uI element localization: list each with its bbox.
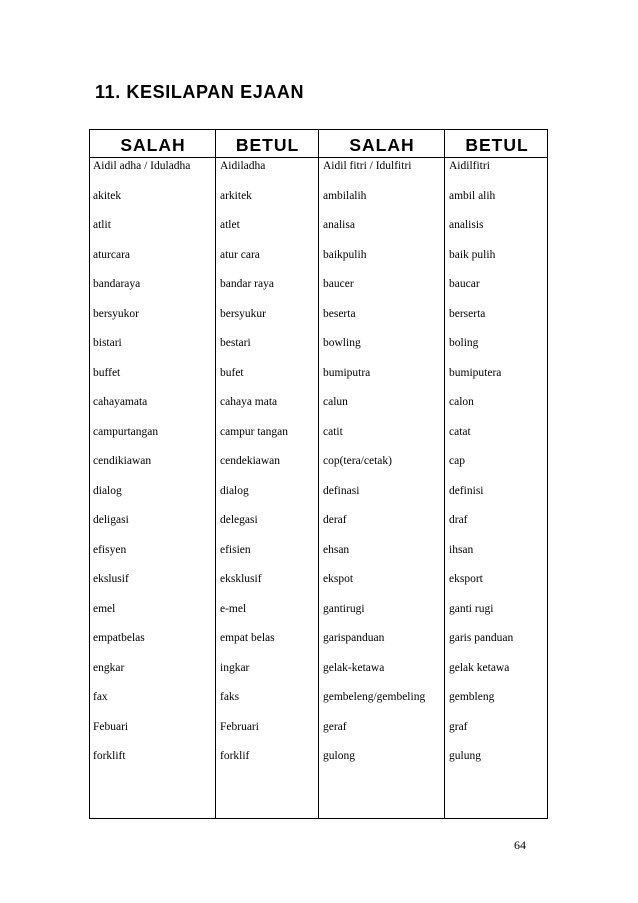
table-cell: bumiputra	[323, 366, 371, 379]
table-cell: cap	[449, 455, 465, 467]
spelling-table	[89, 129, 548, 819]
table-cell: delegasi	[220, 514, 258, 526]
table-cell: atlet	[220, 219, 240, 231]
header-salah-1: SALAH	[120, 135, 186, 155]
table-cell: campur tangan	[220, 425, 289, 438]
table-cell: Aidilfitri	[449, 160, 490, 172]
table-cell: bufet	[220, 366, 244, 379]
table-cell: cendekiawan	[220, 455, 281, 467]
table-cell: bandar raya	[220, 278, 274, 290]
table-cell: beserta	[323, 307, 356, 320]
table-cell: Febuari	[93, 720, 129, 733]
table-cell: graf	[449, 720, 468, 733]
table-cell: analisis	[449, 219, 484, 231]
table-cell: fax	[93, 691, 108, 703]
table-cell: bersyukor	[93, 307, 139, 320]
table-cell: dialog	[220, 484, 249, 497]
table-cell: eksport	[449, 573, 483, 585]
table-cell: catit	[323, 425, 343, 438]
table-cell: draf	[449, 514, 468, 526]
table-cell: atlit	[93, 219, 111, 231]
table-cell: forklift	[93, 750, 126, 762]
table-cell: Aidil fitri / Idulfitri	[323, 160, 412, 172]
table-cell: Aidiladha	[220, 160, 266, 172]
table-cell: empat belas	[220, 632, 275, 644]
table-cell: gulong	[323, 750, 355, 762]
table-cell: e-mel	[220, 602, 247, 615]
table-cell: baucer	[323, 278, 354, 290]
table-cell: ehsan	[323, 543, 350, 556]
table-cell: definasi	[323, 484, 360, 497]
table-cell: cendikiawan	[93, 455, 152, 467]
table-cell: Aidil adha / Iduladha	[93, 160, 191, 172]
table-cell: bestari	[220, 337, 251, 349]
table-cell: deligasi	[93, 514, 129, 526]
table-cell: Februari	[220, 720, 259, 733]
table-cell: geraf	[323, 720, 347, 733]
table-cell: bersyukur	[220, 307, 266, 320]
table-cell: gelak-ketawa	[323, 661, 385, 674]
table-cell: cop(tera/cetak)	[323, 455, 392, 467]
table-cell: gelak ketawa	[449, 661, 510, 674]
table-cell: faks	[220, 691, 240, 703]
table-cell: buffet	[93, 366, 121, 379]
table-cell: bandaraya	[93, 278, 141, 290]
table-cell: calun	[323, 396, 348, 408]
table-cell: forklif	[220, 750, 250, 762]
column-divider	[215, 130, 216, 818]
column-divider	[444, 130, 445, 818]
table-cell: efisien	[220, 543, 251, 556]
table-cell: definisi	[449, 484, 484, 497]
table-cell: engkar	[93, 661, 125, 674]
table-cell: ambil alih	[449, 189, 496, 202]
table-cell: ambilalih	[323, 189, 367, 202]
header-betul-1: BETUL	[235, 135, 300, 155]
table-cell: boling	[449, 337, 479, 349]
table-cell: ganti rugi	[449, 602, 494, 615]
table-cell: catat	[449, 425, 471, 438]
table-cell: bowling	[323, 337, 361, 349]
table-cell: analisa	[323, 219, 355, 231]
header-betul-2: BETUL	[465, 135, 529, 155]
table-cell: ingkar	[220, 661, 250, 674]
table-cell: gantirugi	[323, 602, 365, 615]
page-number: 64	[514, 838, 526, 852]
header-salah-2: SALAH	[349, 135, 415, 155]
table-cell: cahaya mata	[220, 396, 278, 408]
table-cell: berserta	[449, 307, 486, 320]
table-cell: gulung	[449, 750, 481, 762]
table-cell: eksklusif	[220, 573, 262, 585]
table-cell: baucar	[449, 278, 480, 290]
table-cell: deraf	[323, 514, 347, 526]
table-cell: bistari	[93, 337, 122, 349]
table-cell: ihsan	[449, 543, 474, 556]
table-cell: efisyen	[93, 543, 127, 556]
table-cell: bumiputera	[449, 366, 502, 379]
table-cell: cahayamata	[93, 396, 148, 408]
table-cell: aturcara	[93, 248, 131, 261]
page-title: 11. KESILAPAN EJAAN	[95, 82, 305, 102]
table-cell: garispanduan	[323, 632, 385, 644]
table-cell: garis panduan	[449, 632, 514, 644]
table-cell: gembeleng/gembeling	[323, 691, 426, 703]
table-cell: baikpulih	[323, 248, 367, 261]
column-divider	[318, 130, 319, 818]
table-cell: dialog	[93, 484, 122, 497]
table-cell: empatbelas	[93, 632, 145, 644]
table-cell: gembleng	[449, 691, 495, 703]
table-cell: ekspot	[323, 573, 354, 585]
table-cell: emel	[93, 602, 116, 615]
table-cell: ekslusif	[93, 573, 129, 585]
table-cell: atur cara	[220, 248, 260, 261]
table-cell: campurtangan	[93, 425, 159, 438]
table-cell: calon	[449, 396, 474, 408]
table-cell: baik pulih	[449, 248, 496, 261]
table-cell: akitek	[93, 189, 122, 202]
table-cell: arkitek	[220, 189, 252, 202]
